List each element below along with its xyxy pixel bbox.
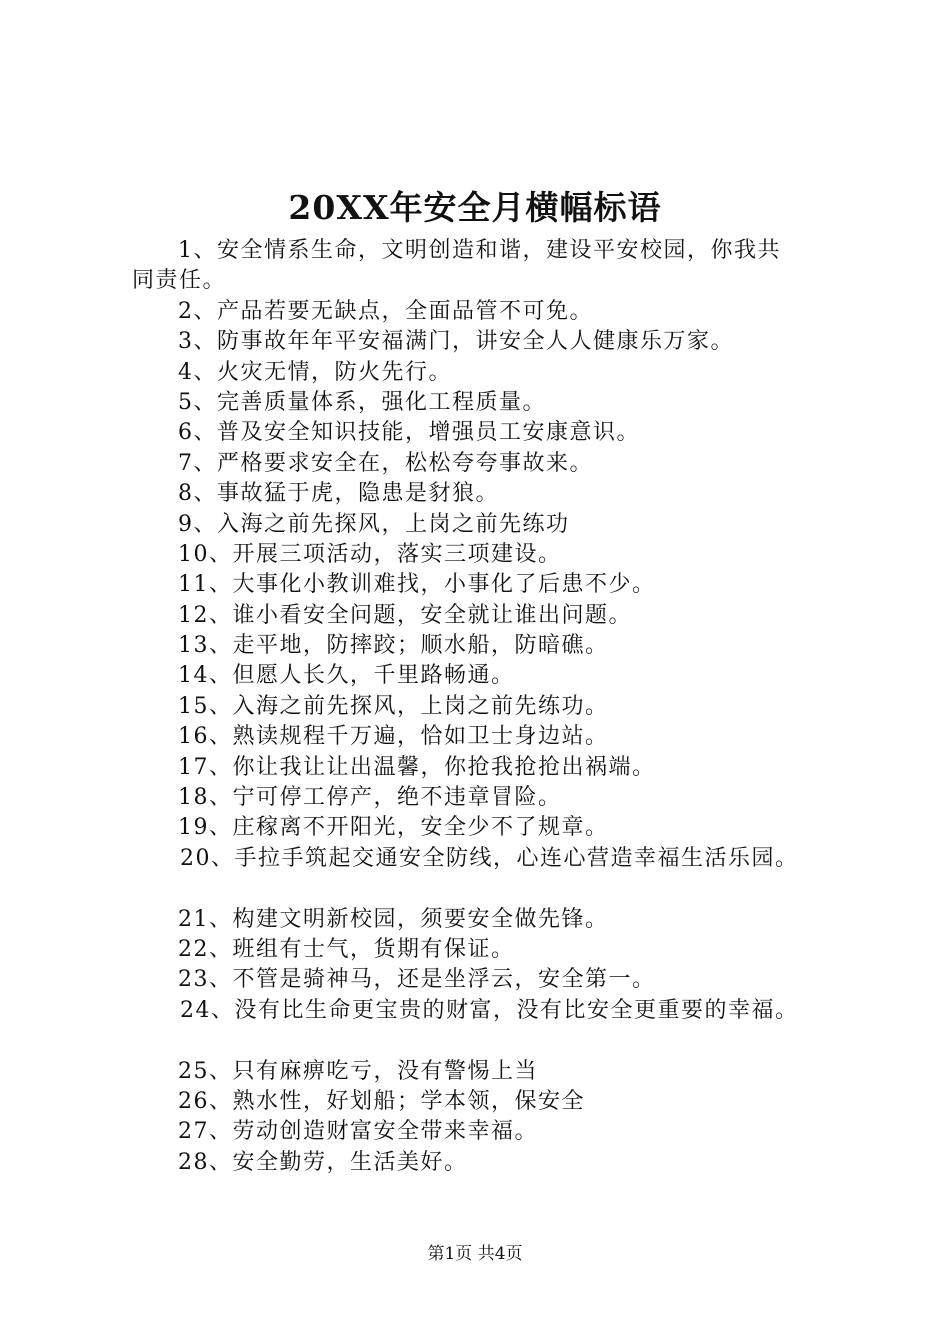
list-item: 8、事故猛于虎，隐患是豺狼。 [178, 481, 499, 507]
list-item: 20、手拉手筑起交通安全防线，心连心营造幸福生活乐园。 [180, 845, 799, 871]
list-item: 13、走平地，防摔跤；顺水船，防暗礁。 [178, 633, 609, 659]
list-item: 17、你让我让让出温馨，你抢我抢抢出祸端。 [178, 754, 656, 780]
list-item: 16、熟读规程千万遍，恰如卫士身边站。 [178, 724, 609, 750]
list-item: 18、宁可停工停产，绝不违章冒险。 [178, 785, 562, 811]
list-item: 24、没有比生命更宝贵的财富，没有比安全更重要的幸福。 [180, 997, 799, 1023]
blank-line [132, 1026, 852, 1056]
list-item: 1、安全情系生命，文明创造和谐，建设平安校园，你我共 [178, 238, 781, 263]
document-title: 20XX年安全月横幅标语 [288, 188, 662, 227]
blank-line [132, 874, 852, 904]
list-item: 22、班组有士气，货期有保证。 [178, 936, 515, 962]
list-item: 9、入海之前先探风，上岗之前先练功 [178, 511, 570, 537]
list-item: 10、开展三项活动，落实三项建设。 [178, 541, 562, 567]
list-item: 14、但愿人长久，千里路畅通。 [178, 663, 515, 689]
list-item: 6、普及安全知识技能，增强员工安康意识。 [178, 420, 640, 446]
list-item-continuation: 同责任。 [132, 268, 227, 294]
list-item: 23、不管是骑神马，还是坐浮云，安全第一。 [178, 967, 656, 993]
list-item: 19、庄稼离不开阳光，安全少不了规章。 [178, 815, 609, 841]
list-item: 27、劳动创造财富安全带来幸福。 [178, 1119, 538, 1145]
list-item: 25、只有麻痹吃亏，没有警惕上当 [178, 1058, 538, 1084]
list-item: 21、构建文明新校园，须要安全做先锋。 [178, 906, 609, 932]
slogan-list [132, 236, 852, 1178]
list-item: 4、火灾无情，防火先行。 [178, 359, 452, 385]
list-item: 3、防事故年年平安福满门，讲安全人人健康乐万家。 [178, 329, 734, 355]
list-item: 5、完善质量体系，强化工程质量。 [178, 389, 546, 415]
list-item: 28、安全勤劳，生活美好。 [178, 1149, 468, 1175]
list-item: 2、产品若要无缺点，全面品管不可免。 [178, 298, 593, 324]
list-item: 11、大事化小教训难找，小事化了后患不少。 [178, 572, 656, 598]
page-number-footer: 第1页 共4页 [427, 1244, 523, 1264]
list-item: 7、严格要求安全在，松松夸夸事故来。 [178, 450, 593, 476]
list-item: 15、入海之前先探风，上岗之前先练功。 [178, 693, 609, 719]
list-item: 12、谁小看安全问题，安全就让谁出问题。 [178, 602, 632, 628]
list-item: 26、熟水性，好划船；学本领，保安全 [178, 1088, 585, 1114]
